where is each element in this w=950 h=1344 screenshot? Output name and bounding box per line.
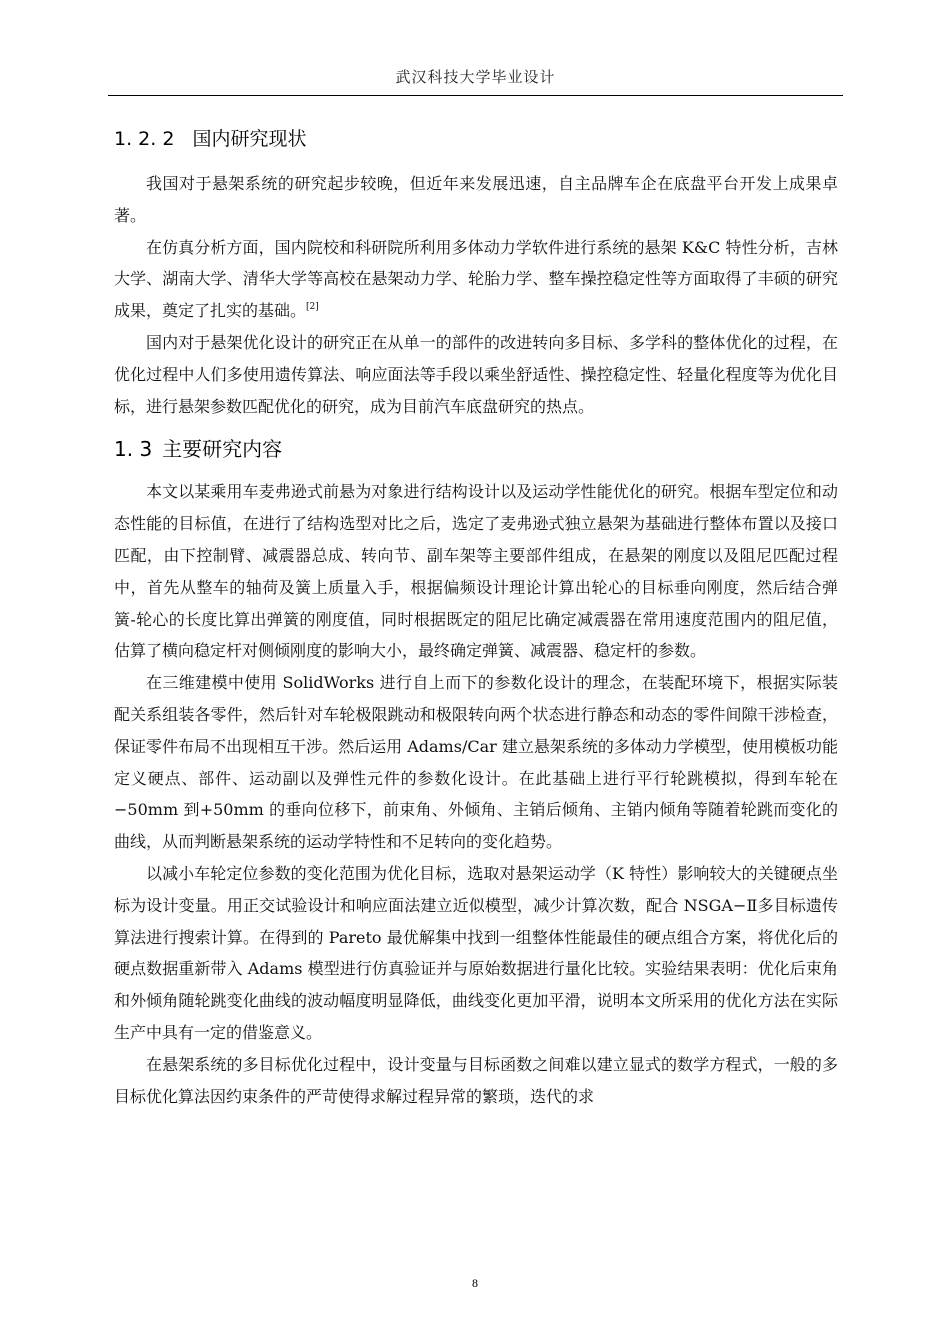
citation: [2] — [306, 302, 319, 313]
paragraph: 以减小车轮定位参数的变化范围为优化目标，选取对悬架运动学（K 特性）影响较大的关键硬点坐标为设计变量。用正交试验设计和响应面法建立近似模型，减少计算次数，配合 NSGA−Ⅱ多目标遗传算法进行搜索计算。在得到的 Pareto 最优解集中找到一组整体性能最佳的硬点组合方案，将优化后的硬点数据重新带入 Adams 模型进行仿真验证并与原始数据进行量化比较。实验结果表明：优化后束角和外倾角随轮跳变化曲线的波动幅度明显降低，曲线变化更加平滑，说明本文所采用的优化方法在实际生产中具有一定的借鉴意义。 — [114, 863, 838, 1042]
paragraph: 在三维建模中使用 SolidWorks 进行自上而下的参数化设计的理念，在装配环境下，根据实际装配关系组装各零件，然后针对车轮极限跳动和极限转向两个状态进行静态和动态的零件间隙干涉检查，保证零件布局不出现相互干涉。然后运用 Adams/Car 建立悬架系统的多体动力学模型，使用模板功能定义硬点、部件、运动副以及弹性元件的参数化设计。在此基础上进行平行轮跳模拟，得到车轮在−50mm 到+50mm 的垂向位移下，前束角、外倾角、主销后倾角、主销内倾角等随着轮跳而变化的曲线，从而判断悬架系统的运动学特性和不足转向的变化趋势。 — [114, 673, 838, 852]
header-rule — [108, 95, 843, 96]
page-content — [114, 122, 838, 1112]
page-number: 8 — [472, 1276, 478, 1290]
section-number: 1. 2. 2 — [114, 128, 175, 150]
paragraph: 国内对于悬架优化设计的研究正在从单一的部件的改进转向多目标、多学科的整体优化的过程，在优化过程中人们多使用遗传算法、响应面法等手段以乘坐舒适性、操控稳定性、轻量化程度等为优化目标，进行悬架参数匹配优化的研究，成为目前汽车底盘研究的热点。 — [114, 332, 838, 416]
paragraph: 我国对于悬架系统的研究起步较晚，但近年来发展迅速，自主品牌车企在底盘平台开发上成果卓著。 — [114, 174, 838, 225]
section-title: 主要研究内容 — [162, 437, 283, 462]
page-header: 武汉科技大学毕业设计 — [395, 68, 556, 86]
paragraph — [114, 232, 838, 327]
section-title: 国内研究现状 — [192, 128, 307, 150]
paragraph: 在悬架系统的多目标优化过程中，设计变量与目标函数之间难以建立显式的数学方程式，一般的多目标优化算法因约束条件的严苛使得求解过程异常的繁琐，迭代的求 — [114, 1054, 838, 1106]
section-heading-1-3 — [114, 432, 838, 466]
section-number: 1. 3 — [114, 437, 153, 462]
paragraph: 本文以某乘用车麦弗逊式前悬为对象进行结构设计以及运动学性能优化的研究。根据车型定位和动态性能的目标值，在进行了结构选型对比之后，选定了麦弗逊式独立悬架为基础进行整体布置以及接口匹配，由下控制臂、减震器总成、转向节、副车架等主要部件组成，在悬架的刚度以及阻尼匹配过程中，首先从整车的轴荷及簧上质量入手，根据偏频设计理论计算出轮心的目标垂向刚度，然后结合弹簧-轮心的长度比算出弹簧的刚度值，同时根据既定的阻尼比确定减震器在常用速度范围内的阻尼值，估算了横向稳定杆对侧倾刚度的影响大小，最终确定弹簧、减震器、稳定杆的参数。 — [114, 482, 838, 661]
paragraph-text: 在仿真分析方面，国内院校和科研院所利用多体动力学软件进行系统的悬架 K&C 特性分析，吉林大学、湖南大学、清华大学等高校在悬架动力学、轮胎力学、整车操控稳定性等方面取得了丰硕的研究成果，奠定了扎实的基础。 — [114, 237, 838, 321]
section-heading-1-2-2 — [114, 122, 838, 156]
